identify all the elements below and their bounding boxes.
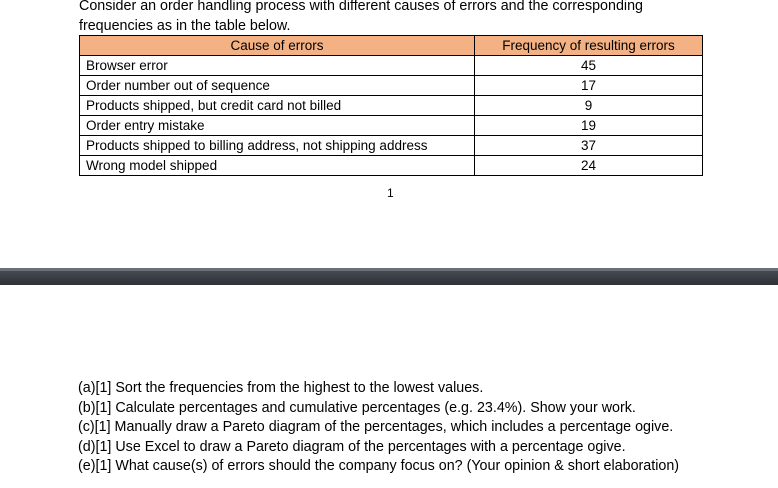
cause-cell: Products shipped to billing address, not shipping address (80, 136, 475, 156)
page-number: 1 (387, 186, 394, 200)
page-separator-edge (0, 268, 778, 271)
intro-line-1: Consider an order handling process with different causes of errors and the corresponding (79, 0, 643, 14)
table-row (80, 116, 703, 136)
cause-cell: Order entry mistake (80, 116, 475, 136)
header-cause: Cause of errors (80, 36, 475, 56)
cause-cell: Products shipped, but credit card not billed (80, 96, 475, 116)
intro-line-2: frequencies as in the table below. (79, 18, 291, 34)
table-row (80, 136, 703, 156)
question-e: (e)[1] What cause(s) of errors should the company focus on? (Your opinion & short elaboration) (78, 458, 680, 475)
cause-cell: Wrong model shipped (80, 156, 475, 176)
page-separator (0, 268, 778, 285)
table-header-row (80, 36, 703, 56)
document-page-2 (0, 285, 778, 488)
frequency-cell: 17 (475, 76, 703, 96)
header-frequency: Frequency of resulting errors (475, 36, 703, 56)
error-frequency-table (79, 35, 703, 176)
frequency-cell: 9 (475, 96, 703, 116)
question-d: (d)[1] Use Excel to draw a Pareto diagram of the percentages with a percentage ogive. (78, 438, 626, 455)
table-row (80, 56, 703, 76)
frequency-cell: 45 (475, 56, 703, 76)
table-row (80, 96, 703, 116)
table-row (80, 76, 703, 96)
question-a: (a)[1] Sort the frequencies from the highest to the lowest values. (78, 380, 484, 396)
frequency-cell: 24 (475, 156, 703, 176)
question-list (78, 379, 679, 477)
intro-paragraph (79, 0, 739, 36)
frequency-cell: 37 (475, 136, 703, 156)
cause-cell: Order number out of sequence (80, 76, 475, 96)
question-b: (b)[1] Calculate percentages and cumulative percentages (e.g. 23.4%). Show your work. (78, 399, 636, 416)
table-row (80, 156, 703, 176)
question-c: (c)[1] Manually draw a Pareto diagram of the percentages, which includes a percentage ogive. (78, 419, 674, 436)
cause-cell: Browser error (80, 56, 475, 76)
frequency-cell: 19 (475, 116, 703, 136)
